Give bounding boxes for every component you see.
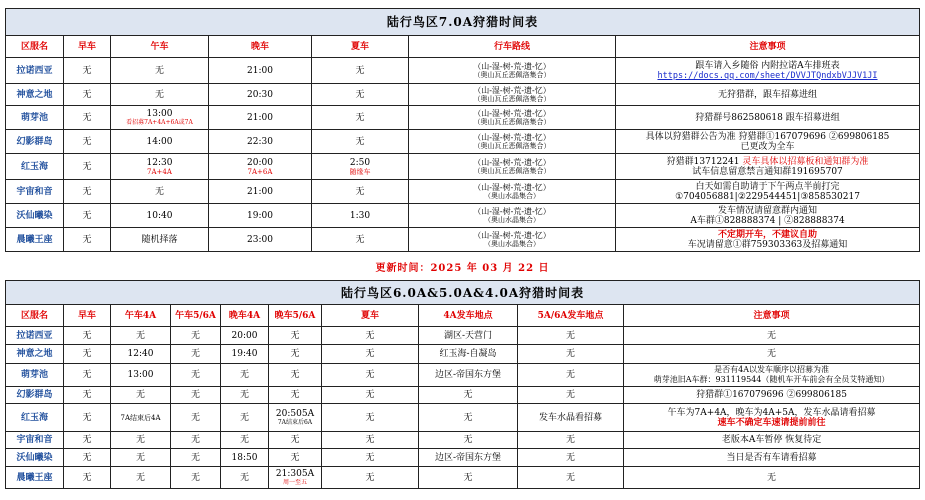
route-gather: （奥山瓦丘恶佩洛集合） <box>473 167 551 175</box>
server-name: 沃仙曦染 <box>6 449 64 467</box>
time-value: 13:00 <box>146 109 173 119</box>
noon-time: 无 <box>111 180 209 204</box>
cell: 无 <box>419 432 518 449</box>
hunt-schedule-table-legacy <box>5 280 920 489</box>
cell: 无 <box>269 387 322 404</box>
cell: 无 <box>221 364 269 387</box>
noon-time <box>111 106 209 130</box>
cell: 无 <box>221 387 269 404</box>
cell: 无 <box>111 449 171 467</box>
cell: 13:00 <box>111 364 171 387</box>
server-name: 幻影群岛 <box>6 130 64 154</box>
notes <box>616 154 920 180</box>
cell: 无 <box>221 432 269 449</box>
cell: 无 <box>269 449 322 467</box>
table-title: 陆行鸟区6.0A&5.0A&4.0A狩猎时间表 <box>6 281 920 305</box>
cell: 无 <box>518 364 624 387</box>
cell: 无 <box>221 404 269 432</box>
note-line: 发车情况请留意群内通知 <box>718 205 818 216</box>
notes: 狩猎群①167079696 ②699806185 <box>624 387 920 404</box>
col-header-noon-4a: 午车4A <box>111 305 171 327</box>
night-time: 无 <box>312 228 409 252</box>
note-line: 已更改为全车 <box>740 141 795 152</box>
noon-time: 随机择落 <box>111 228 209 252</box>
route-gather: （奥山水晶集合） <box>484 216 540 224</box>
note-line: 午车为7A+4A，晚车为4A+5A，发车水晶请看招募 <box>667 407 876 418</box>
notes <box>616 180 920 204</box>
time-sub: 随缘车 <box>349 167 371 176</box>
server-name: 沃仙曦染 <box>6 204 64 228</box>
cell: 无 <box>64 327 111 345</box>
table-row <box>6 449 920 467</box>
evening-time <box>209 154 312 180</box>
cell: 边区-帝国东方堡 <box>419 364 518 387</box>
cell: 无 <box>518 432 624 449</box>
cell: 无 <box>64 467 111 489</box>
cell: 无 <box>322 345 419 364</box>
notes <box>616 58 920 84</box>
route-line: （山-湿-树-荒-遗-忆） <box>473 183 551 192</box>
col-header-noon-56a: 午车5/6A <box>171 305 221 327</box>
noon-time: 无 <box>111 84 209 106</box>
route-gather: （奥山瓦丘恶佩洛集合） <box>473 71 551 79</box>
notes <box>616 130 920 154</box>
col-header-noon: 午车 <box>111 36 209 58</box>
route-line: （山-湿-树-荒-遗-忆） <box>473 207 551 216</box>
time-sub: 周一至五 <box>282 479 307 486</box>
cell: 无 <box>171 404 221 432</box>
route-gather: （奥山瓦丘恶佩洛集合） <box>473 95 551 103</box>
note-line: 车况请留意①群759303363及招募通知 <box>687 239 848 250</box>
cell: 无 <box>171 467 221 489</box>
server-name: 幻影群岛 <box>6 387 64 404</box>
route-line: （山-湿-树-荒-遗-忆） <box>473 109 551 118</box>
route <box>409 180 616 204</box>
evening-time: 23:00 <box>209 228 312 252</box>
cell: 无 <box>171 387 221 404</box>
col-header-evening-4a: 晚车4A <box>221 305 269 327</box>
server-name: 萌芽池 <box>6 364 64 387</box>
night-time <box>312 154 409 180</box>
cell: 无 <box>518 467 624 489</box>
notes: 无狩猎群，跟车招募进组 <box>616 84 920 106</box>
note-line: A车群①828888374 | ②828888374 <box>690 215 845 226</box>
time-sub: 7A+4A <box>147 167 172 176</box>
col-header-evening: 晚车 <box>209 36 312 58</box>
cell: 20:00 <box>221 327 269 345</box>
table-title: 陆行鸟区7.0A狩猎时间表 <box>6 9 920 36</box>
server-name: 神意之地 <box>6 84 64 106</box>
early-time: 无 <box>64 154 111 180</box>
cell: 无 <box>171 432 221 449</box>
note-text: 狩猎群13712241 <box>666 156 743 167</box>
cell: 无 <box>64 449 111 467</box>
night-time: 无 <box>312 180 409 204</box>
evening-time: 19:00 <box>209 204 312 228</box>
note-warning: 灵车具体以招募板和通知群为准 <box>742 156 869 167</box>
cell: 无 <box>322 404 419 432</box>
cell: 无 <box>64 345 111 364</box>
time-sub: 7A结束后6A <box>277 419 313 426</box>
route <box>409 154 616 180</box>
cell: 无 <box>221 467 269 489</box>
note-line: 是否有4A以发车顺序以招募为准 <box>714 365 829 374</box>
cell: 18:50 <box>221 449 269 467</box>
cell: 无 <box>419 467 518 489</box>
server-name: 红玉海 <box>6 154 64 180</box>
time-sub: 7A+6A <box>247 167 273 176</box>
cell: 无 <box>518 449 624 467</box>
noon-time: 14:00 <box>111 130 209 154</box>
route <box>409 130 616 154</box>
notes <box>624 404 920 432</box>
night-time: 无 <box>312 106 409 130</box>
col-header-server: 区服名 <box>6 36 64 58</box>
early-time: 无 <box>64 204 111 228</box>
cell: 无 <box>111 432 171 449</box>
cell: 无 <box>64 364 111 387</box>
route-line: （山-湿-树-荒-遗-忆） <box>473 231 551 240</box>
notes: 老版本A车暂停 恢复待定 <box>624 432 920 449</box>
note-line: ①704056881|②229544451|③858530217 <box>675 191 860 202</box>
col-header-4a-location: 4A发车地点 <box>419 305 518 327</box>
cell <box>269 467 322 489</box>
cell: 无 <box>111 327 171 345</box>
cell: 无 <box>269 364 322 387</box>
route <box>409 58 616 84</box>
notes <box>616 204 920 228</box>
col-header-night: 夏车 <box>312 36 409 58</box>
table-row <box>6 204 920 228</box>
cell: 无 <box>322 467 419 489</box>
col-header-early: 早车 <box>64 305 111 327</box>
note-line: 白天如需自助请于下午两点半前打完 <box>695 181 840 192</box>
route-gather: （奥山水晶集合） <box>484 240 540 248</box>
table-row <box>6 387 920 404</box>
notes: 狩猎群号862580618 跟车招募进组 <box>616 106 920 130</box>
route-line: （山-湿-树-荒-遗-忆） <box>473 133 551 142</box>
hunt-schedule-table-7a <box>5 8 920 252</box>
cell: 无 <box>518 327 624 345</box>
cell: 无 <box>269 432 322 449</box>
note-line: 具体以狩猎群公告为准 狩猎群①167079696 ②699806185 <box>645 131 890 142</box>
update-time: 更新时间：2025 年 03 月 22 日 <box>375 263 550 274</box>
server-name: 萌芽池 <box>6 106 64 130</box>
early-time: 无 <box>64 84 111 106</box>
time-sub: 看招募7A+4A+6A或7A <box>126 119 193 126</box>
early-time: 无 <box>64 106 111 130</box>
note-line: 萌芽池旧A车群：931119544（随机车开车前会有全员艾特通知） <box>653 375 890 384</box>
cell: 无 <box>419 387 518 404</box>
table-row <box>6 154 920 180</box>
night-time: 1:30 <box>312 204 409 228</box>
table-row <box>6 106 920 130</box>
noon-time: 无 <box>111 58 209 84</box>
time-value: 20:505A <box>275 409 315 419</box>
server-name: 神意之地 <box>6 345 64 364</box>
table-row <box>6 327 920 345</box>
table-row <box>6 345 920 364</box>
cell: 无 <box>518 345 624 364</box>
cell: 无 <box>322 387 419 404</box>
cell: 无 <box>269 345 322 364</box>
col-header-early: 早车 <box>64 36 111 58</box>
cell: 发车水晶看招募 <box>518 404 624 432</box>
server-name: 拉诺西亚 <box>6 327 64 345</box>
cell: 无 <box>64 387 111 404</box>
schedule-link[interactable]: https://docs.qq.com/sheet/DVVJTQndxbVJJV1JI <box>657 70 878 81</box>
server-name: 晨曦王座 <box>6 467 64 489</box>
evening-time: 22:30 <box>209 130 312 154</box>
route-line: （山-湿-树-荒-遗-忆） <box>473 62 551 71</box>
cell: 12:40 <box>111 345 171 364</box>
cell: 无 <box>171 327 221 345</box>
route-line: （山-湿-树-荒-遗-忆） <box>473 158 551 167</box>
cell: 红玉海-自凝岛 <box>419 345 518 364</box>
early-time: 无 <box>64 180 111 204</box>
cell: 无 <box>322 449 419 467</box>
notes: 无 <box>624 327 920 345</box>
early-time: 无 <box>64 130 111 154</box>
cell: 无 <box>269 327 322 345</box>
server-name: 宇宙和音 <box>6 180 64 204</box>
col-header-route: 行车路线 <box>409 36 616 58</box>
cell: 无 <box>171 345 221 364</box>
col-header-evening-56a: 晚车5/6A <box>269 305 322 327</box>
col-header-notes: 注意事项 <box>624 305 920 327</box>
route-gather: （奥山瓦丘恶佩洛集合） <box>473 118 551 126</box>
table-row <box>6 84 920 106</box>
cell: 湖区-天营门 <box>419 327 518 345</box>
table-row <box>6 58 920 84</box>
route <box>409 84 616 106</box>
cell: 无 <box>322 364 419 387</box>
evening-time: 20:30 <box>209 84 312 106</box>
col-header-56a-location: 5A/6A发车地点 <box>518 305 624 327</box>
time-value: 2:50 <box>349 157 371 168</box>
cell: 无 <box>171 449 221 467</box>
time-value: 21:305A <box>275 469 315 479</box>
server-name: 宇宙和音 <box>6 432 64 449</box>
server-name: 拉诺西亚 <box>6 58 64 84</box>
route <box>409 228 616 252</box>
route-line: （山-湿-树-荒-遗-忆） <box>473 86 551 95</box>
early-time: 无 <box>64 228 111 252</box>
table-row <box>6 404 920 432</box>
route <box>409 204 616 228</box>
note-line: 跟车请入乡随俗 内附拉诺A车排班表 <box>695 60 840 71</box>
col-header-night: 夏车 <box>322 305 419 327</box>
col-header-notes: 注意事项 <box>616 36 920 58</box>
cell: 无 <box>64 432 111 449</box>
early-time: 无 <box>64 58 111 84</box>
route <box>409 106 616 130</box>
route-gather: （奥山瓦丘恶佩洛集合） <box>473 142 551 150</box>
cell: 7A结束后4A <box>111 404 171 432</box>
evening-time: 21:00 <box>209 106 312 130</box>
note-line: 试车信息留意禁言通知群191695707 <box>692 166 843 177</box>
cell: 无 <box>518 387 624 404</box>
cell: 无 <box>111 467 171 489</box>
notes <box>624 364 920 387</box>
table-row <box>6 364 920 387</box>
note-warning: 速车不确定车速请提前前往 <box>717 417 826 428</box>
cell: 19:40 <box>221 345 269 364</box>
noon-time: 10:40 <box>111 204 209 228</box>
time-value: 12:30 <box>146 157 173 168</box>
table-row <box>6 432 920 449</box>
notes <box>616 228 920 252</box>
cell: 边区-帝国东方堡 <box>419 449 518 467</box>
night-time: 无 <box>312 130 409 154</box>
table-row <box>6 467 920 489</box>
note-warning: 不定期开车，不建议自助 <box>718 229 818 240</box>
cell: 无 <box>322 327 419 345</box>
evening-time: 21:00 <box>209 180 312 204</box>
table-row <box>6 180 920 204</box>
notes: 当日是否有车请看招募 <box>624 449 920 467</box>
evening-time: 21:00 <box>209 58 312 84</box>
time-value: 20:00 <box>247 157 273 168</box>
server-name: 红玉海 <box>6 404 64 432</box>
notes: 无 <box>624 467 920 489</box>
cell: 无 <box>64 404 111 432</box>
table-row <box>6 130 920 154</box>
cell: 无 <box>171 364 221 387</box>
notes: 无 <box>624 345 920 364</box>
cell: 无 <box>419 404 518 432</box>
server-name: 晨曦王座 <box>6 228 64 252</box>
table-row <box>6 228 920 252</box>
noon-time <box>111 154 209 180</box>
cell: 无 <box>111 387 171 404</box>
col-header-server: 区服名 <box>6 305 64 327</box>
cell <box>269 404 322 432</box>
cell: 无 <box>322 432 419 449</box>
night-time: 无 <box>312 84 409 106</box>
night-time: 无 <box>312 58 409 84</box>
route-gather: （奥山水晶集合） <box>484 192 540 200</box>
